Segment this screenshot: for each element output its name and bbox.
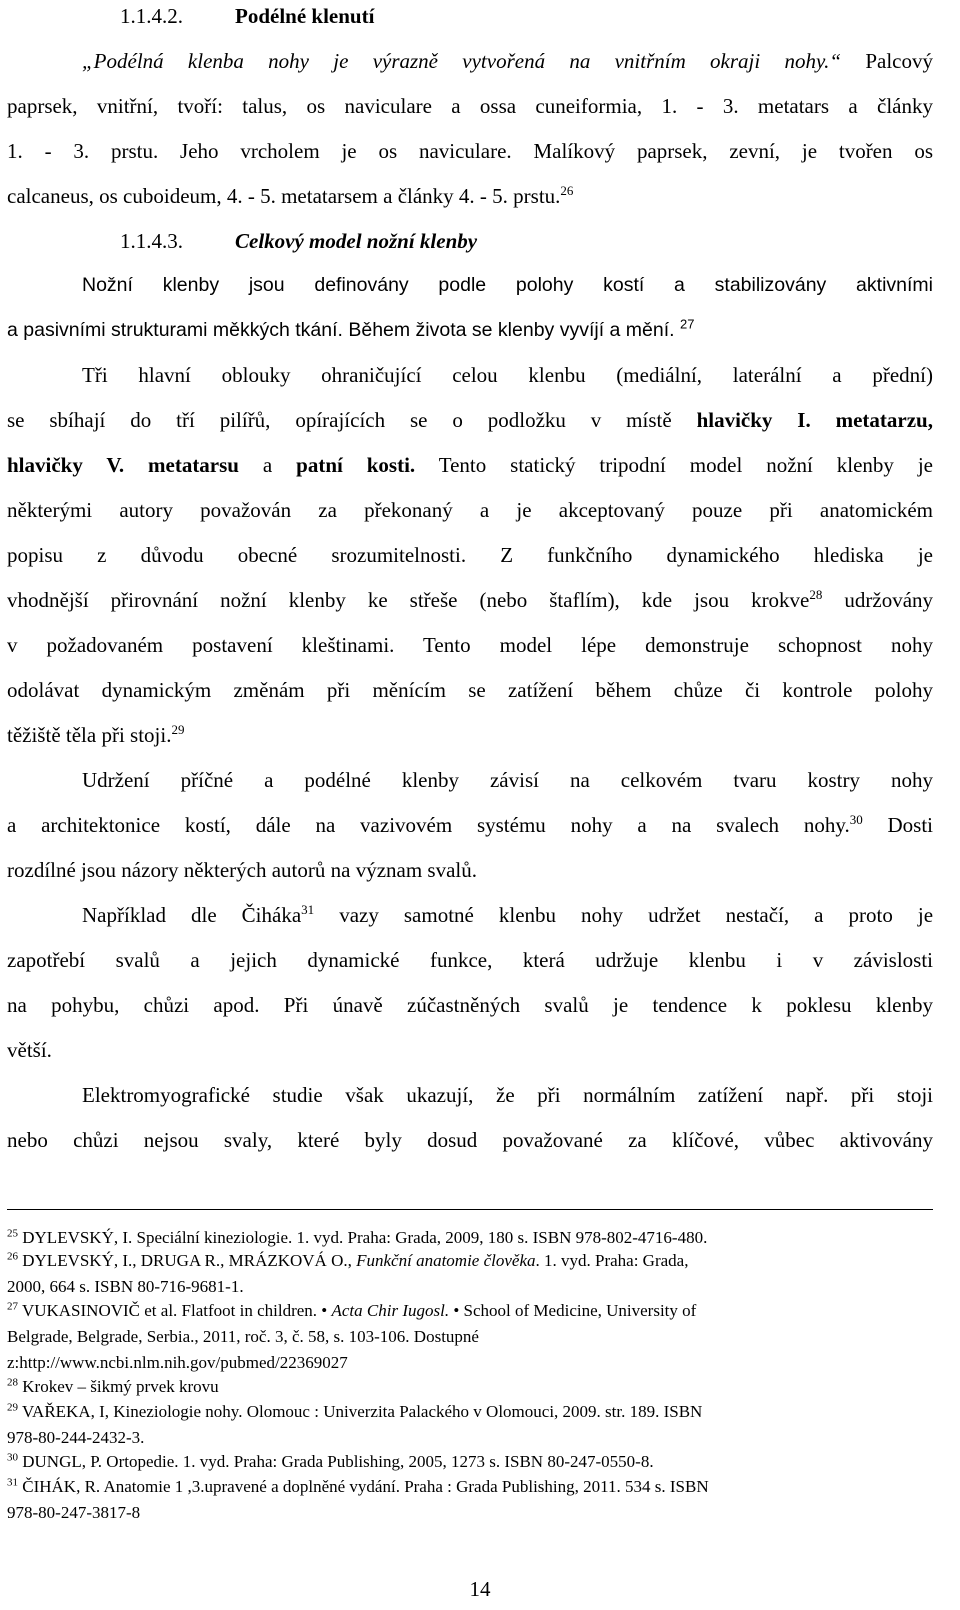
- paragraph-line: na pohybu, chůzi apod. Při únavě zúčastněných svalů je tendence k poklesu klenby: [7, 993, 933, 1017]
- footnote-number: 29: [7, 1401, 18, 1414]
- paragraph-line: Udržení příčné a podélné klenby závisí na celkovém tvaru kostry nohy: [82, 768, 933, 792]
- footnote-text: Belgrade, Belgrade, Serbia., 2011, roč. 3, č. 58, s. 103-106. Dostupné: [7, 1327, 479, 1346]
- footnote-number: 26: [7, 1250, 18, 1263]
- footnote-ref: 31: [301, 902, 315, 917]
- section-heading-celkovy-model: [120, 228, 960, 254]
- paragraph-line: odolávat dynamickým změnám při měnícím se zatížení během chůze či kontrole polohy: [7, 678, 933, 702]
- quote-text: „Podélná klenba nohy je výrazně vytvořená na vnitřním okraji nohy.“: [82, 49, 842, 73]
- footnote-ref: 30: [849, 812, 863, 827]
- footnote-text: DYLEVSKÝ, I., DRUGA R., MRÁZKOVÁ O.,: [22, 1251, 352, 1270]
- footnote-text: VAŘEKA, I, Kineziologie nohy. Olomouc : Univerzita Palackého v Olomouci, 2009. str. 189. ISBN: [21, 1402, 703, 1421]
- footnote-number: 31: [7, 1476, 18, 1489]
- footnote-29-line: [7, 1401, 933, 1422]
- footnote-ref: 26: [560, 183, 574, 198]
- footnote-27-cont: [7, 1352, 933, 1373]
- paragraph-line: rozdílné jsou názory některých autorů na význam svalů.: [7, 858, 478, 882]
- footnote-text: . 1. vyd. Praha: Grada,: [535, 1251, 689, 1270]
- footnote-27-cont: [7, 1326, 933, 1347]
- paragraph-line: a architektonice kostí, dále na vazivovém systému nohy a na svalech nohy.$^{30}$ Dosti: [7, 812, 933, 837]
- footnote-26-cont: [7, 1276, 933, 1297]
- footnote-text: z:http://www.ncbi.nlm.nih.gov/pubmed/22369027: [7, 1353, 348, 1372]
- footnote-25-line: [7, 1227, 933, 1248]
- paragraph-line: Tři hlavní oblouky ohraničující celou klenbu (mediální, laterální a přední): [82, 363, 933, 387]
- paragraph-line: calcaneus, os cuboideum, 4. - 5. metatarsem a články 4. - 5. prstu.$^{26}$: [7, 183, 574, 208]
- paragraph-line: těžiště těla při stoji.$^{29}$: [7, 722, 185, 747]
- section-title: Celkový model nožní klenby: [235, 229, 478, 253]
- paragraph-line: v požadovaném postavení kleštinami. Tento model lépe demonstruje schopnost nohy: [7, 633, 933, 657]
- paragraph-line: popisu z důvodu obecné srozumitelnosti. Z funkčního dynamického hlediska je: [7, 543, 933, 567]
- footnote-29-cont: [7, 1427, 933, 1448]
- footnote-separator: [7, 1209, 933, 1210]
- paragraph-line: vhodnější přirovnání nožní klenby ke střeše (nebo štaflím), kde jsou krokve$^{28}$ udržovány: [7, 587, 934, 612]
- footnote-number: 28: [7, 1376, 18, 1389]
- footnote-number: 30: [7, 1451, 18, 1464]
- footnote-31-line: [7, 1476, 933, 1497]
- section-number: 1.1.4.3.: [120, 229, 183, 253]
- paragraph-line: Elektromyografické studie však ukazují, že při normálním zatížení např. při stoji: [82, 1083, 933, 1107]
- footnote-text: 2000, 664 s. ISBN 80-716-9681-1.: [7, 1277, 244, 1296]
- paragraph-line: Například dle Čiháka$^{31}$ vazy samotné klenbu nohy udržet nestačí, a proto je: [82, 902, 934, 927]
- paragraph-line: některými autory považován za překonaný a je akceptovaný pouze při anatomickém: [7, 498, 933, 522]
- footnote-text: 978-80-247-3817-8: [7, 1503, 141, 1522]
- paragraph-line: Nožní klenby jsou definovány podle polohy kostí a stabilizovány aktivními: [82, 274, 933, 296]
- paragraph-line: paprsek, vnitřní, tvoří: talus, os naviculare a ossa cuneiformia, 1. - 3. metatars a články: [7, 94, 933, 118]
- paragraph-line: hlavičky V. metatarsu a patní kosti. Tento statický tripodní model nožní klenby je: [7, 453, 934, 477]
- footnote-text: VUKASINOVIČ et al. Flatfoot in children. •: [21, 1301, 328, 1320]
- footnote-31-cont: [7, 1502, 933, 1523]
- paragraph-line: větší.: [7, 1038, 52, 1062]
- footnote-ref: 27: [680, 316, 695, 332]
- footnote-italic-title: Acta Chir Iugosl.: [331, 1301, 450, 1320]
- footnote-text: DUNGL, P. Ortopedie. 1. vyd. Praha: Grada Publishing, 2005, 1273 s. ISBN 80-247-0550-8.: [22, 1452, 654, 1471]
- section-number: 1.1.4.2.: [120, 4, 183, 28]
- footnote-italic-title: Funkční anatomie člověka: [356, 1251, 536, 1270]
- section-title: Podélné klenutí: [235, 4, 375, 28]
- paragraph-line: se sbíhají do tří pilířů, opírajících se o podložku v místě hlavičky I. metatarzu,: [7, 408, 933, 432]
- footnote-text: • School of Medicine, University of: [453, 1301, 697, 1320]
- paragraph-line: nebo chůzi nejsou svaly, které byly dosud považované za klíčové, vůbec aktivovány: [7, 1128, 933, 1152]
- footnote-text: ČIHÁK, R. Anatomie 1 ,3.upravené a doplněné vydání. Praha : Grada Publishing, 2011. 534 s. ISBN: [22, 1477, 709, 1496]
- footnote-number: 25: [7, 1227, 18, 1240]
- footnote-number: 27: [7, 1300, 18, 1313]
- footnote-26-line: [7, 1250, 933, 1271]
- page-number: 14: [469, 1577, 491, 1601]
- footnote-ref: 29: [171, 722, 185, 737]
- footnote-ref: 28: [809, 587, 823, 602]
- footnote-text: DYLEVSKÝ, I. Speciální kineziologie. 1. vyd. Praha: Grada, 2009, 180 s. ISBN 978-802-4716-480.: [22, 1228, 708, 1247]
- footnote-text: 978-80-244-2432-3.: [7, 1428, 145, 1447]
- footnote-text: Krokev – šikmý prvek krovu: [22, 1377, 219, 1396]
- paragraph-line: 1. - 3. prstu. Jeho vrcholem je os naviculare. Malíkový paprsek, zevní, je tvořen os: [7, 139, 933, 163]
- footnote-30-line: [7, 1451, 933, 1472]
- footnote-27-line: [7, 1300, 933, 1321]
- section-heading-podelne-klenuti: [120, 3, 960, 29]
- paragraph-line: a pasivními strukturami měkkých tkání. Během života se klenby vyvíjí a mění. $^{27}$: [7, 316, 695, 341]
- paragraph-line: „Podélná klenba nohy je výrazně vytvořená na vnitřním okraji nohy.“ Palcový: [82, 49, 933, 73]
- paragraph-line: zapotřebí svalů a jejich dynamické funkce, která udržuje klenbu i v závislosti: [7, 948, 933, 972]
- footnote-28-line: [7, 1376, 933, 1397]
